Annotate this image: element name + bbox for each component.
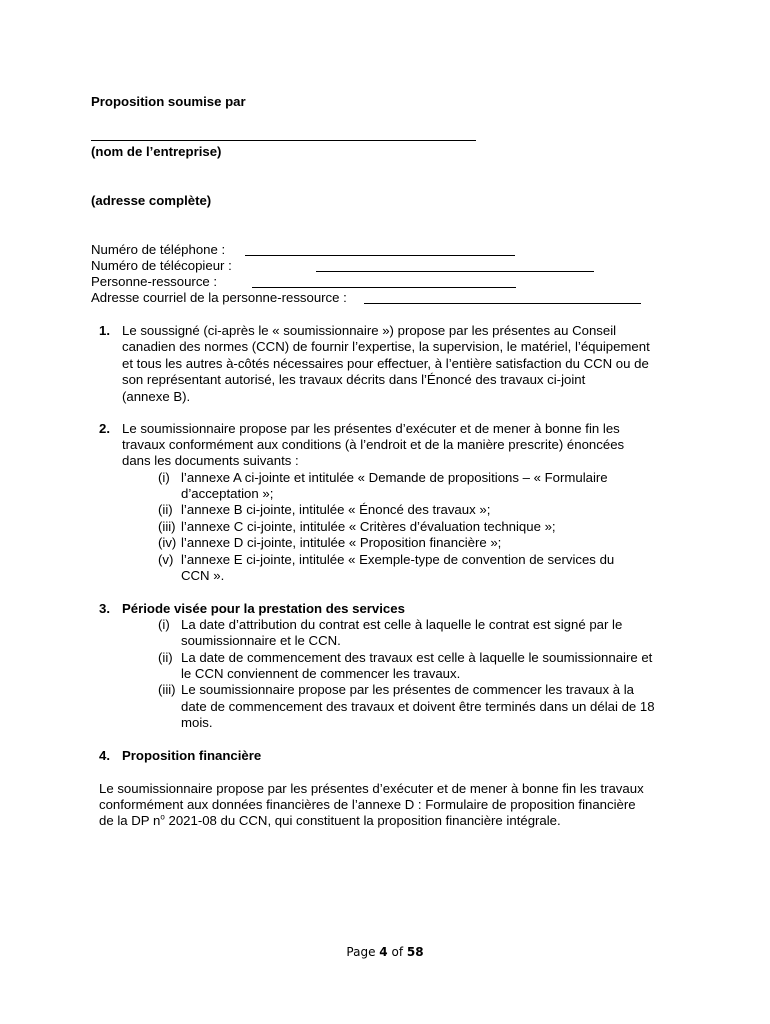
section-3-item-num: (ii) [158, 650, 173, 665]
page-word: Page [346, 945, 376, 959]
email-field-line [364, 290, 641, 304]
section-3-title: Période visée pour la prestation des services [122, 601, 405, 616]
section-4-title: Proposition financière [122, 748, 262, 763]
section-2-item-text: CCN ». [181, 568, 225, 583]
section-2-item-text: l’annexe B ci-jointe, intitulée « Énoncé des travaux »; [181, 502, 491, 517]
section-2-item-text: l’annexe E ci-jointe, intitulée « Exemple-type de convention de services du [181, 552, 615, 567]
page-total: 58 [406, 945, 424, 959]
section-2-item-text: l’annexe D ci-jointe, intitulée « Proposition financière »; [181, 535, 502, 550]
section-3-item-text: soumissionnaire et le CCN. [181, 633, 341, 648]
section-4-line: conformément aux données financières de l’annexe D : Formulaire de proposition financière [99, 797, 636, 812]
section-3-item-num: (iii) [158, 682, 176, 697]
section-3-item-text: La date de commencement des travaux est celle à laquelle le soumissionnaire et [181, 650, 653, 665]
section-3-item-text: Le soumissionnaire propose par les présentes de commencer les travaux à la [181, 682, 635, 697]
section-2-line: travaux conformément aux conditions (à l’endroit et de la manière prescrite) énoncées [122, 437, 625, 452]
section-3-item-text: le CCN conviennent de commencer les travaux. [181, 666, 461, 681]
page-number: 4 [379, 945, 388, 959]
phone-field-line [245, 242, 515, 256]
phone-label: Numéro de téléphone : [91, 242, 226, 257]
resource-field-line [252, 274, 516, 288]
dp-prefix: de la DP [99, 813, 150, 828]
section-2-number: 2. [99, 421, 110, 436]
dp-number-sign: $n^o$ [153, 812, 165, 828]
section-2-item-text: l’annexe A ci-jointe et intitulée « Demande de propositions – « Formulaire [181, 470, 608, 485]
section-4-line: Le soumissionnaire propose par les présentes d’exécuter et de mener à bonne fin les travaux [99, 781, 644, 796]
section-2-item-num: (v) [158, 552, 174, 567]
section-1-line: et tous les autres à-côtés nécessaires pour effectuer, à l’entière satisfaction du CCN ou de [122, 356, 649, 371]
section-3-number: 3. [99, 601, 110, 616]
email-label: Adresse courriel de la personne-ressource : [91, 290, 347, 305]
address-label: (adresse complète) [91, 193, 212, 208]
section-3-item-text: date de commencement des travaux et doivent être terminés dans un délai de 18 [181, 699, 655, 714]
of-word: of [391, 945, 404, 959]
dp-suffix: 2021-08 du CCN, qui constituent la proposition financière intégrale. [168, 813, 561, 828]
section-4-number: 4. [99, 748, 110, 763]
section-2-item-num: (i) [158, 470, 170, 485]
section-1-line: son représentant autorisé, les travaux décrits dans l’Énoncé des travaux ci-joint [122, 372, 586, 387]
section-2-item-num: (iv) [158, 535, 177, 550]
section-2-line: dans les documents suivants : [122, 453, 299, 468]
section-2-item-text: l’annexe C ci-jointe, intitulée « Critères d’évaluation technique »; [181, 519, 556, 534]
section-2-line: Le soumissionnaire propose par les présentes d’exécuter et de mener à bonne fin les [122, 421, 620, 436]
section-2-item-num: (ii) [158, 502, 173, 517]
company-name-label: (nom de l’entreprise) [91, 144, 222, 159]
section-2-item-num: (iii) [158, 519, 176, 534]
section-1-line: Le soussigné (ci-après le « soumissionnaire ») propose par les présentes au Conseil [122, 323, 617, 338]
section-3-item-text: mois. [181, 715, 213, 730]
fax-field-line [316, 258, 594, 272]
section-1-number: 1. [99, 323, 110, 338]
section-3-item-num: (i) [158, 617, 170, 632]
section-1-line: canadien des normes (CCN) de fournir l’expertise, la supervision, le matériel, l’équipement [122, 339, 650, 354]
proposal-title: Proposition soumise par [91, 94, 246, 109]
section-1-line: (annexe B). [122, 389, 191, 404]
section-3-item-text: La date d’attribution du contrat est celle à laquelle le contrat est signé par le [181, 617, 623, 632]
fax-label: Numéro de télécopieur : [91, 258, 232, 273]
company-name-line [91, 128, 476, 141]
resource-label: Personne-ressource : [91, 274, 218, 289]
section-4-line-with-dp [99, 813, 561, 830]
page-footer [0, 944, 770, 961]
section-2-item-text: d’acceptation »; [181, 486, 274, 501]
